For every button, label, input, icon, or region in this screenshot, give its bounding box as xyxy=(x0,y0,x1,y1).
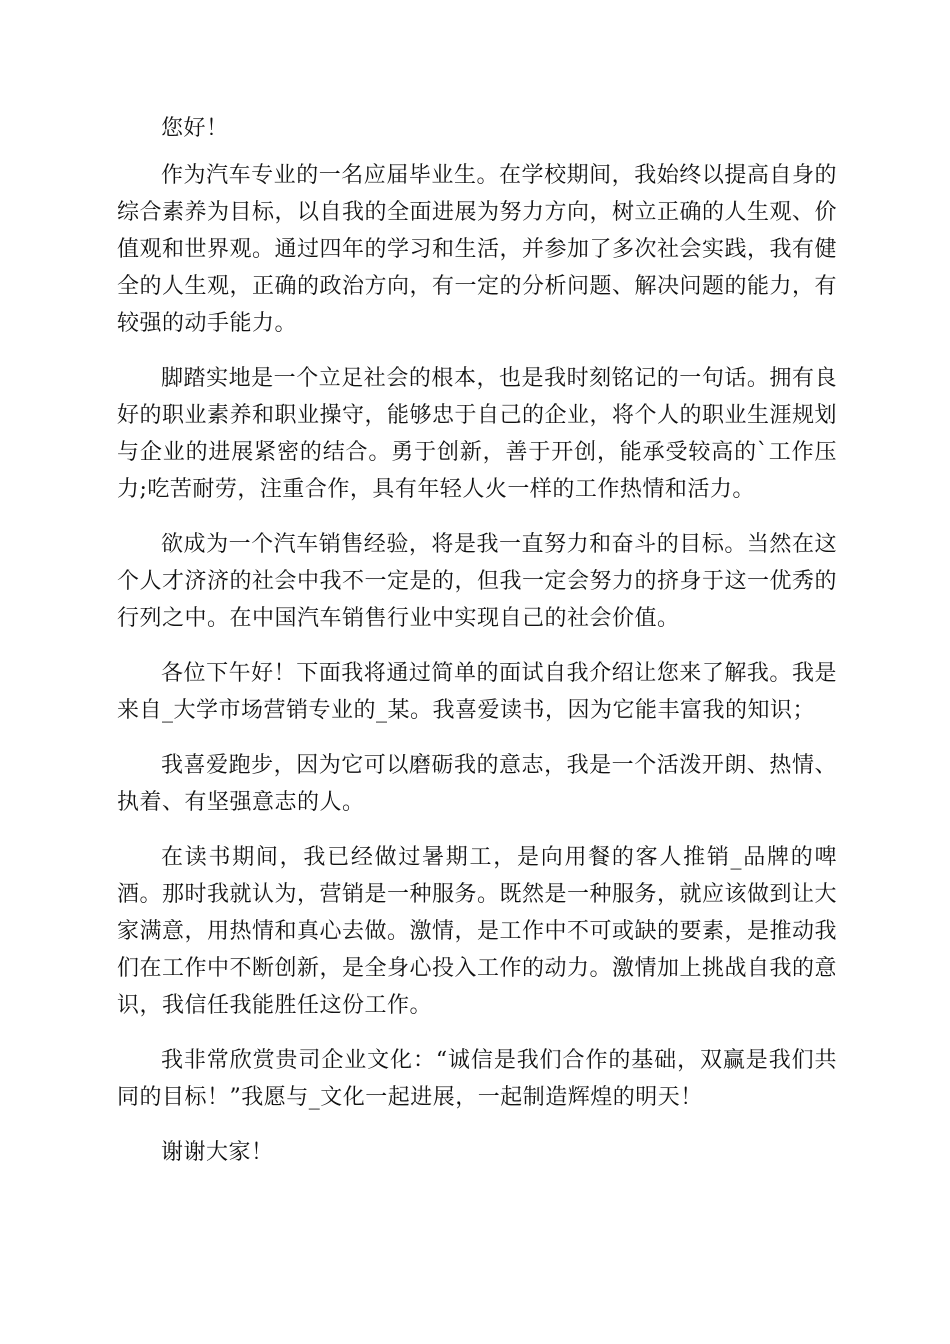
paragraph-intro: 作为汽车专业的一名应届毕业生。在学校期间，我始终以提高自身的综合素养为目标，以自我的全面进展为努力方向，树立正确的人生观、价值观和世界观。通过四年的学习和生活，并参加了多次社会实践，我有健全的人生观，正确的政治方向，有一定的分析问题、解决问题的能力，有较强的动手能力。 xyxy=(117,163,838,336)
paragraph-hobby: 我喜爱跑步，因为它可以磨砺我的意志，我是一个活泼开朗、热情、执着、有坚强意志的人。 xyxy=(117,753,837,815)
paragraph-work-attitude: 脚踏实地是一个立足社会的根本，也是我时刻铭记的一句话。拥有良好的职业素养和职业操守，能够忠于自己的企业，将个人的职业生涯规划与企业的进展紧密的结合。勇于创新，善于开创，能承受较高的`工作压力;吃苦耐劳，注重合作，具有年轻人火一样的工作热情和活力。 xyxy=(117,366,838,502)
document-body xyxy=(117,110,837,1171)
closing: 谢谢大家！ xyxy=(161,1140,274,1165)
paragraph-company-culture: 我非常欣赏贵司企业文化：“诚信是我们合作的基础，双赢是我们共同的目标！”我愿与_文化一起进展，一起制造辉煌的明天！ xyxy=(117,1048,837,1110)
paragraph-goal: 欲成为一个汽车销售经验，将是我一直努力和奋斗的目标。当然在这个人才济济的社会中我不一定是的，但我一定会努力的挤身于这一优秀的行列之中。在中国汽车销售行业中实现自己的社会价值。 xyxy=(117,532,838,631)
greeting: 您好！ xyxy=(161,116,229,141)
paragraph-self-introduction: 各位下午好！下面我将通过简单的面试自我介绍让您来了解我。我是来自_大学市场营销专业的_某。我喜爱读书，因为它能丰富我的知识； xyxy=(117,661,837,723)
paragraph-experience: 在读书期间，我已经做过暑期工，是向用餐的客人推销_品牌的啤酒。那时我就认为，营销是一种服务。既然是一种服务，就应该做到让大家满意，用热情和真心去做。激情，是工作中不可或缺的要素，是推动我们在工作中不断创新，是全身心投入工作的动力。激情加上挑战自我的意识，我信任我能胜任这份工作。 xyxy=(117,845,838,1018)
